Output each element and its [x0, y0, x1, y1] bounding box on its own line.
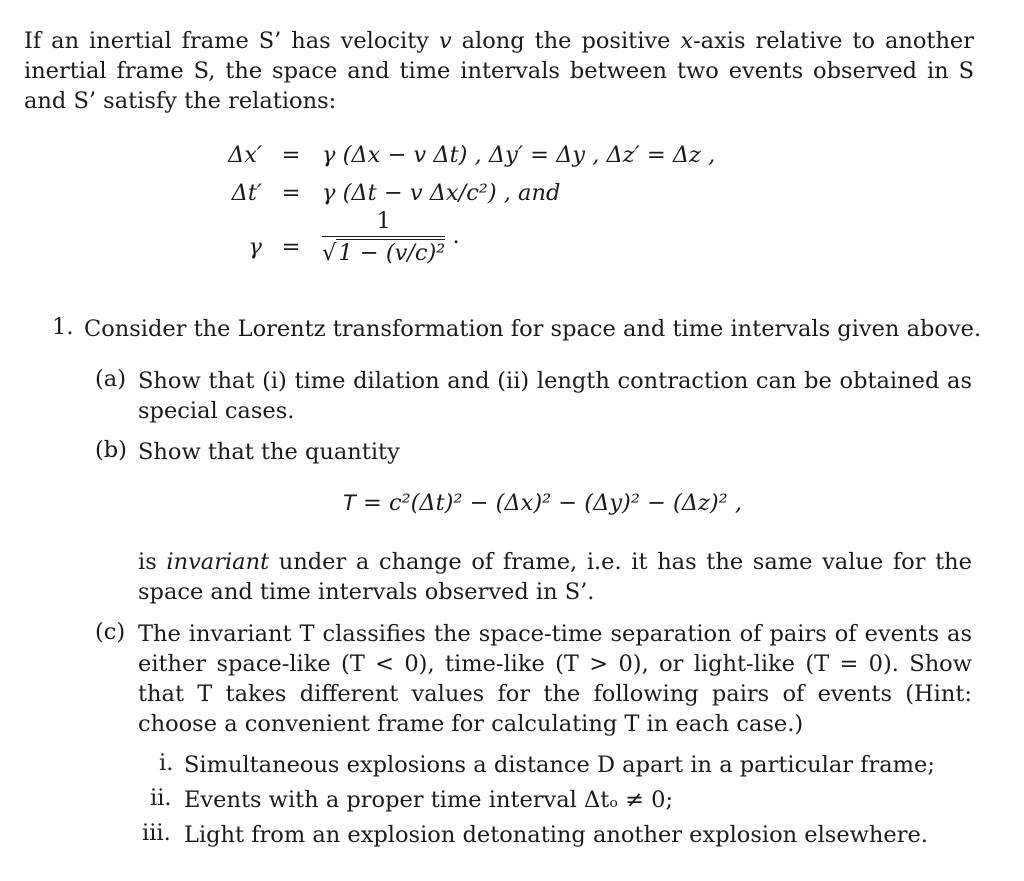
question-number: 1.	[52, 314, 74, 340]
invariant-rhs: = c²(Δt)² − (Δx)² − (Δy)² − (Δz)² ,	[355, 490, 742, 516]
eq3-equals: =	[281, 234, 301, 260]
intro-var-x: x	[680, 28, 694, 54]
intro-paragraph	[24, 26, 974, 116]
part-b-text-2-pre: is	[138, 549, 167, 575]
invariant-equation	[343, 490, 742, 516]
gamma-numerator: 1	[376, 208, 391, 234]
invariant-symbol: T	[343, 491, 356, 515]
sqrt-sign: √	[322, 240, 337, 266]
eq1-lhs: Δx′	[227, 142, 262, 168]
eq3-rhs	[322, 208, 460, 266]
gamma-fraction	[322, 208, 445, 266]
sub-ii-label: ii.	[150, 785, 172, 811]
eq2-lhs: Δt′	[231, 180, 262, 206]
part-c-text: The invariant T classifies the space-time separation of pairs of events as either space-like (T < 0), time-like (T > 0), or light-like (T = 0). Show that T takes different values for the following pairs of events (Hint: choose a convenient frame for calculating T in each case.)	[138, 621, 972, 737]
part-a-text: Show that (i) time dilation and (ii) length contraction can be obtained as special cases.	[138, 368, 972, 424]
question-text: Consider the Lorentz transformation for space and time intervals given above.	[84, 316, 982, 342]
sub-iii-text: Light from an explosion detonating another explosion elsewhere.	[184, 822, 928, 848]
part-b-text: Show that the quantity	[138, 439, 400, 465]
intro-text-2: along the positive	[451, 28, 681, 54]
eq3-lhs: γ	[248, 234, 262, 260]
part-b-text-2-post: under a change of frame, i.e. it has the same value for the space and time intervals observed in S’.	[138, 549, 972, 605]
sub-ii-text: Events with a proper time interval Δtₒ ≠ 0;	[184, 787, 674, 813]
intro-text-3: -axis relative to another inertial frame S, the space and time intervals between two events observed in S and S’ satisfy the relations:	[24, 28, 974, 114]
sub-i-label: i.	[159, 750, 174, 776]
eq2-rhs: γ (Δt − v Δx/c²) , and	[322, 180, 561, 206]
gamma-denominator	[322, 237, 445, 266]
sub-iii-label: iii.	[142, 820, 171, 846]
eq1-rhs: γ (Δx − v Δt) , Δy′ = Δy , Δz′ = Δz ,	[322, 142, 716, 168]
eq1-equals: =	[281, 142, 301, 168]
intro-var-v: v	[438, 28, 452, 54]
part-b-text-2	[138, 547, 972, 607]
eq3-tail: .	[445, 223, 460, 249]
part-b-label: (b)	[95, 437, 127, 463]
part-a-label: (a)	[95, 366, 126, 392]
invariant-emphasis: invariant	[166, 549, 270, 575]
intro-text-1: If an inertial frame S’ has velocity	[24, 28, 439, 54]
eq2-equals: =	[281, 180, 301, 206]
sqrt-radicand: 1 − (v/c)²	[338, 240, 446, 266]
part-c-label: (c)	[95, 619, 126, 645]
sub-i-text: Simultaneous explosions a distance D apart in a particular frame;	[184, 752, 935, 778]
